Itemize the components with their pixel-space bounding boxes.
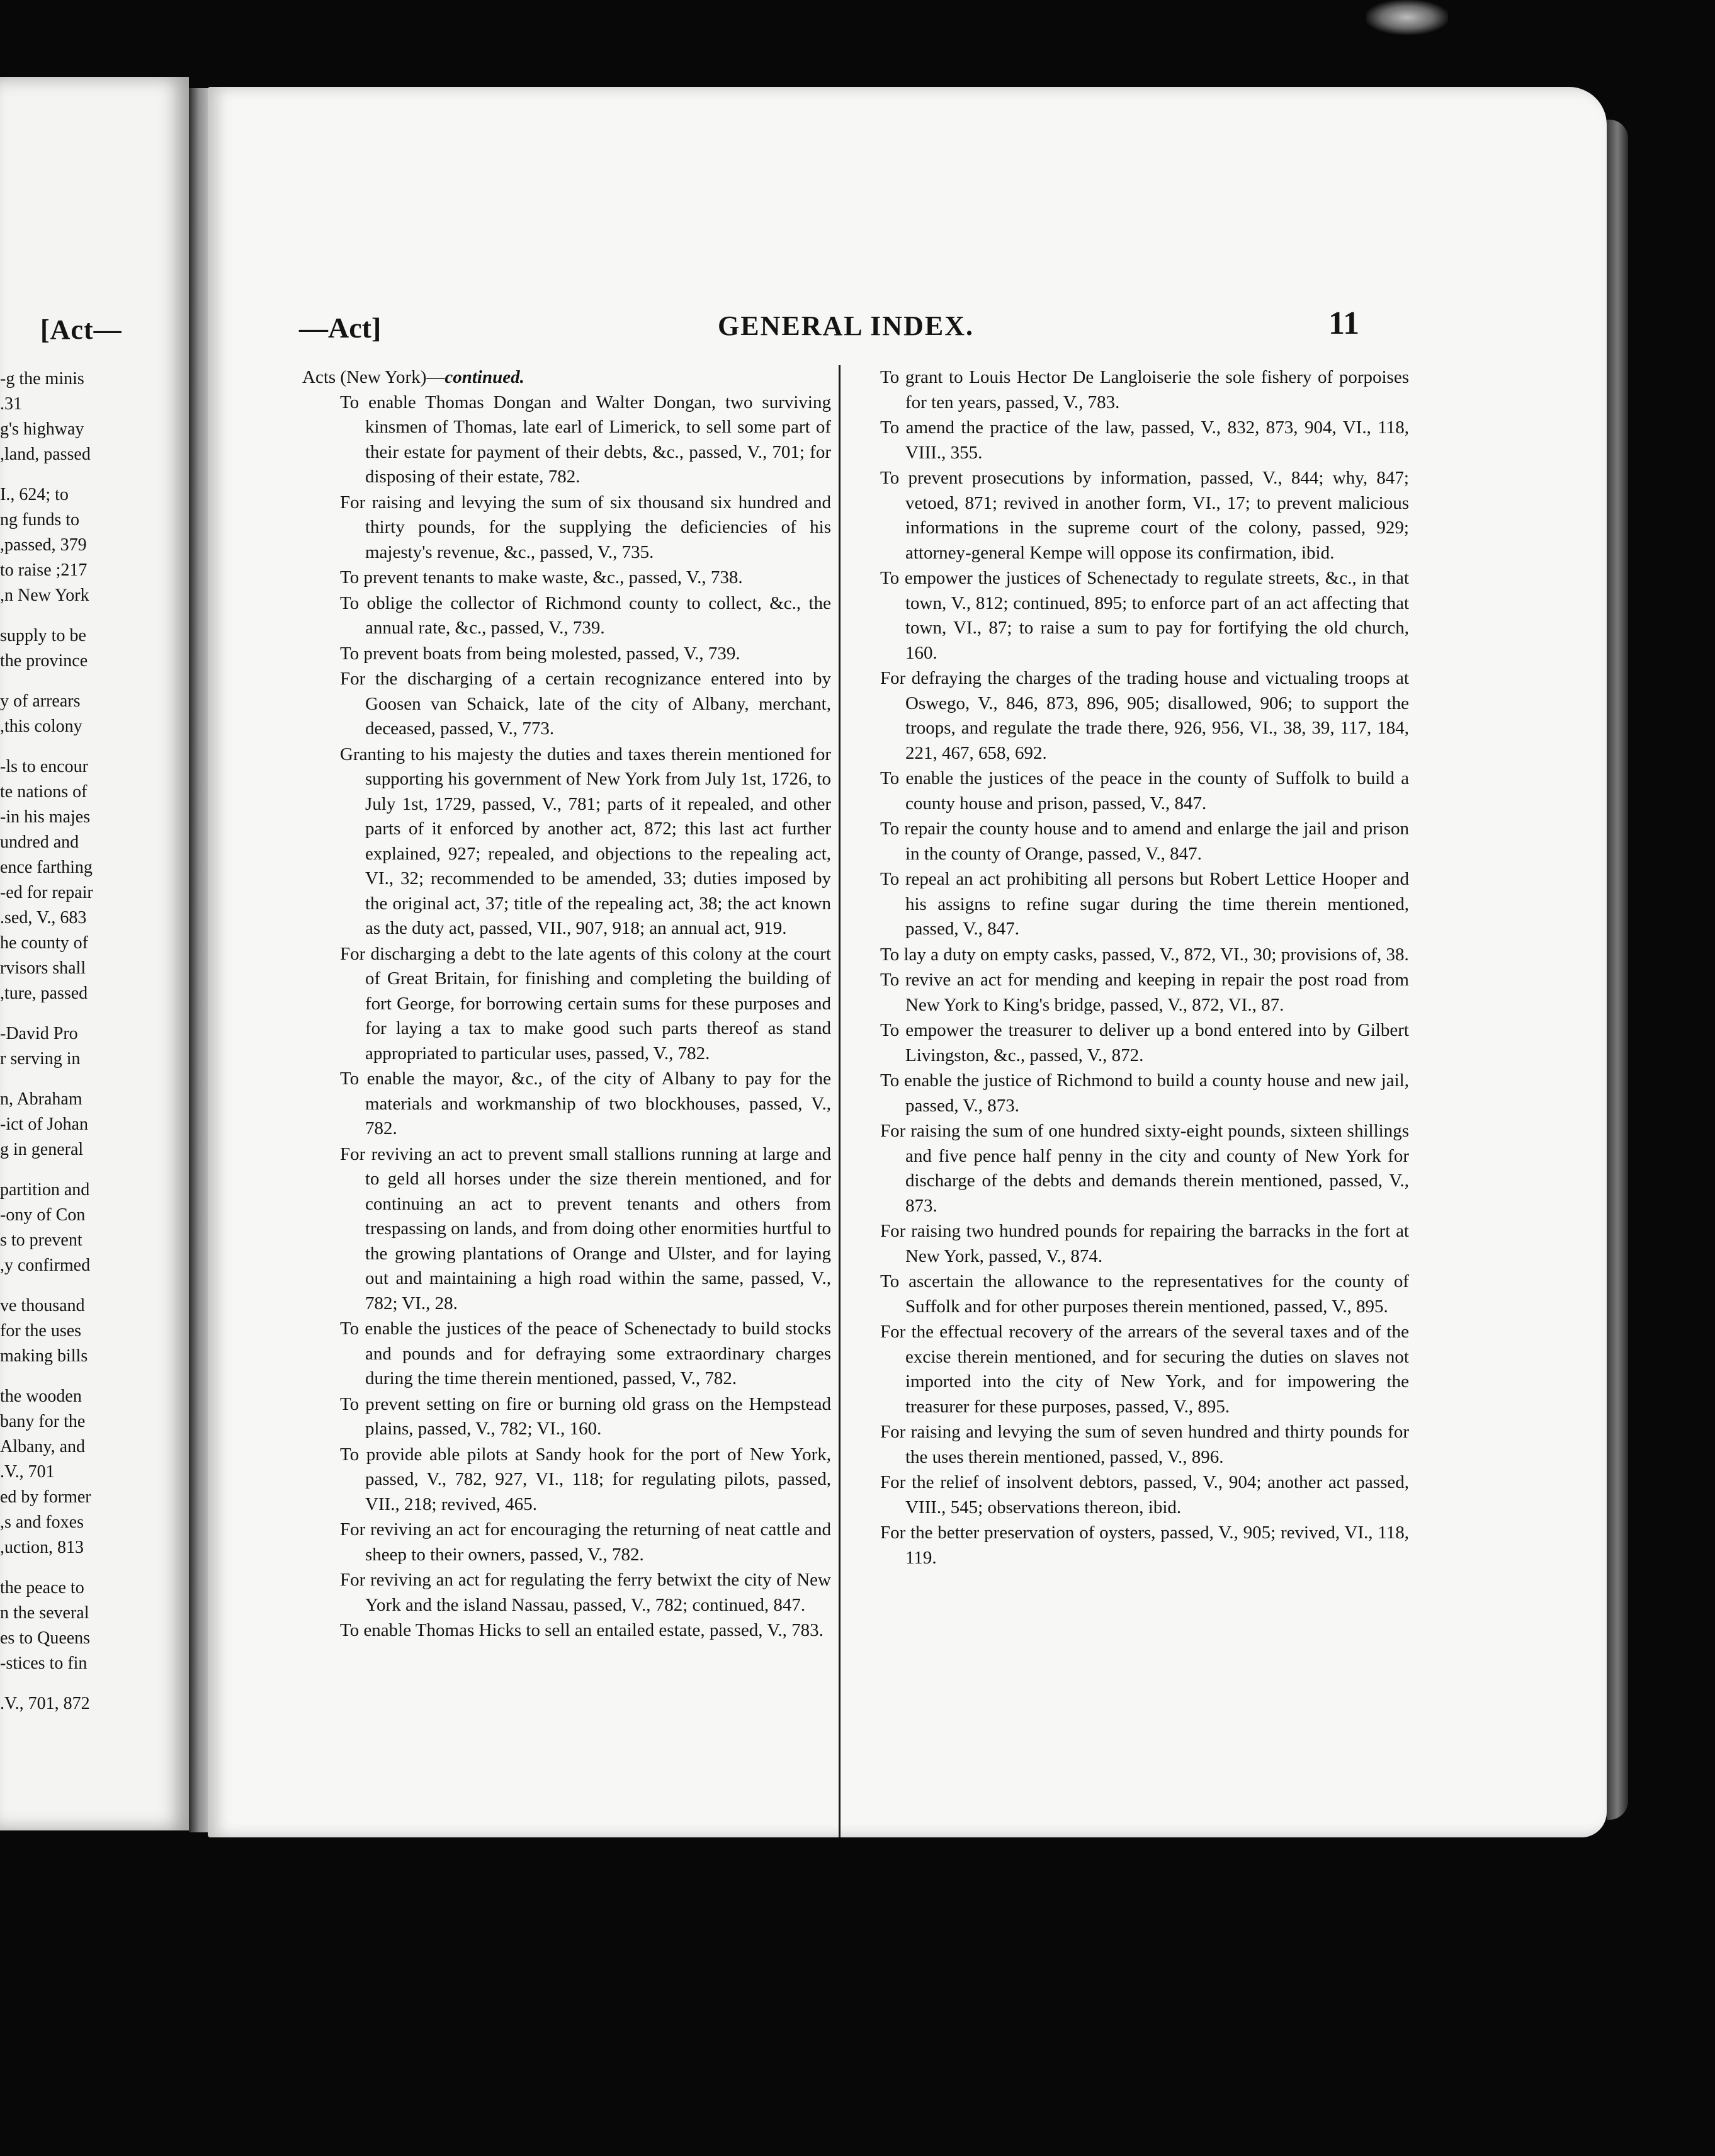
index-entry: For reviving an act for encouraging the returning of neat cattle and sheep to their owners, passed, V., 782. bbox=[340, 1519, 831, 1565]
index-entry: To lay a duty on empty casks, passed, V., 872, VI., 30; provisions of, 38. bbox=[880, 944, 1409, 965]
index-entry: For raising and levying the sum of seven hundred and thirty pounds for the uses therein mentioned, passed, V., 896. bbox=[880, 1422, 1409, 1467]
facing-line: uction, 813, bbox=[0, 1538, 84, 1557]
index-column-right bbox=[880, 365, 1409, 1571]
index-entry: To empower the treasurer to deliver up a bond entered into by Gilbert Livingston, &c., passed, V., 872. bbox=[880, 1020, 1409, 1065]
index-entry: To enable the mayor, &c., of the city of Albany to pay for the materials and workmanship of two blockhouses, passed, V., 782. bbox=[340, 1069, 831, 1138]
page-number: 11 bbox=[1328, 305, 1360, 341]
index-entries-right bbox=[880, 365, 1409, 1570]
index-entry: For the relief of insolvent debtors, passed, V., 904; another act passed, VIII., 545; observations thereon, ibid. bbox=[880, 1472, 1409, 1518]
index-entry: To amend the practice of the law, passed, V., 832, 873, 904, VI., 118, VIII., 355. bbox=[880, 417, 1409, 463]
facing-line bbox=[0, 467, 189, 482]
facing-line: n New York, bbox=[0, 586, 89, 605]
facing-line bbox=[0, 739, 189, 754]
facing-line: ng funds to bbox=[0, 510, 79, 530]
facing-line: ed by former bbox=[0, 1487, 91, 1507]
index-entry: To repair the county house and to amend and enlarge the jail and prison in the county of Orange, passed, V., 847. bbox=[880, 819, 1409, 864]
facing-line: I., 624; to bbox=[0, 485, 69, 504]
facing-line: making bills bbox=[0, 1346, 88, 1366]
index-entry: To prevent tenants to make waste, &c., passed, V., 738. bbox=[340, 567, 743, 587]
index-entry: To empower the justices of Schenectady to regulate streets, &c., in that town, V., 812; continued, 895; to enforce part of an act affecting that town, VI., 87; to raise a sum to pay for fortifying the old church, 160. bbox=[880, 568, 1409, 663]
facing-page-running-head: [Act— bbox=[40, 314, 122, 345]
facing-line: land, passed, bbox=[0, 445, 91, 464]
facing-page-text bbox=[0, 366, 189, 1716]
facing-line bbox=[0, 1676, 189, 1691]
index-entry: To prevent prosecutions by information, passed, V., 844; why, 847; vetoed, 871; revived in another form, VI., 17; to prevent malicious informations in the supreme court of the colony, passed, 929; attorney-general Kempe will oppose its confirmation, ibid. bbox=[880, 468, 1409, 563]
index-entry: For discharging a debt to the late agents of this colony at the court of Great Britain, for finishing and completing the building of fort George, for borrowing certain sums for these purposes and for laying a tax to make good such parts thereof as stand appropriated to particular uses, passed, V., 782. bbox=[340, 943, 831, 1064]
index-entry: To oblige the collector of Richmond county to collect, &c., the annual rate, &c., passed, V., 739. bbox=[340, 593, 831, 638]
facing-line: s and foxes, bbox=[0, 1512, 84, 1532]
facing-line: bany for the bbox=[0, 1412, 86, 1431]
index-entry: For reviving an act to prevent small stallions running at large and to geld all horses under the size therein mentioned, and for continuing an act to prevent tenants and others from trespassing on lands, and from doing other enormities hurtful to the growing plantations of Orange and Ulster, and for laying out and maintaining a high road within the same, passed, V., 782; VI., 28. bbox=[340, 1143, 831, 1313]
index-entry: To ascertain the allowance to the representatives for the county of Suffolk and for other purposes therein mentioned, passed, V., 895. bbox=[880, 1271, 1409, 1317]
index-entry: To prevent setting on fire or burning old grass on the Hempstead plains, passed, V., 782; VI., 160. bbox=[340, 1393, 831, 1439]
index-entry: To enable Thomas Hicks to sell an entailed estate, passed, V., 783. bbox=[340, 1620, 824, 1640]
facing-line: the peace to bbox=[0, 1578, 84, 1597]
facing-line: g the minis- bbox=[0, 369, 84, 389]
facing-line: ict of Johan- bbox=[0, 1115, 88, 1134]
facing-line: the province bbox=[0, 651, 88, 671]
facing-line: y confirmed, bbox=[0, 1256, 91, 1275]
index-entry: To enable the justices of the peace in the county of Suffolk to build a county house and prison, passed, V., 847. bbox=[880, 768, 1409, 814]
facing-line: ony of Con- bbox=[0, 1205, 86, 1225]
index-entry: For raising two hundred pounds for repairing the barracks in the fort at New York, passed, V., 874. bbox=[880, 1221, 1409, 1266]
facing-line: ence farthing bbox=[0, 858, 93, 877]
facing-line: y of arrears bbox=[0, 691, 81, 711]
facing-line: in his majes- bbox=[0, 807, 91, 827]
index-entry: For reviving an act for regulating the ferry betwixt the city of New York and the island Nassau, passed, V., 782; continued, 847. bbox=[340, 1570, 831, 1615]
page-title: GENERAL INDEX. bbox=[718, 310, 974, 341]
facing-line bbox=[0, 608, 189, 623]
index-entry: For the better preservation of oysters, passed, V., 905; revived, VI., 118, 119. bbox=[880, 1523, 1409, 1568]
facing-line: the wooden bbox=[0, 1387, 82, 1406]
index-entry: For the discharging of a certain recognizance entered into by Goosen van Schaick, late of the city of Albany, merchant, deceased, passed, V., 773. bbox=[340, 669, 831, 739]
facing-line: stices to fin- bbox=[0, 1654, 88, 1673]
facing-line: n the several bbox=[0, 1603, 89, 1623]
facing-line: g in general bbox=[0, 1140, 84, 1159]
index-entry: To enable Thomas Dongan and Walter Dongan, two surviving kinsmen of Thomas, late earl of Limerick, to sell some part of their estate for payment of their debts, &c., passed, V., 701; for disposing of their estate, 782. bbox=[340, 392, 831, 487]
index-entry: For the effectual recovery of the arrears of the several taxes and of the excise therein mentioned, and for securing the duties on slaves not imported into the city of New York, and for impowering the treasurer for these purposes, passed, V., 895. bbox=[880, 1322, 1409, 1417]
facing-line bbox=[0, 1162, 189, 1177]
facing-line: for the uses bbox=[0, 1321, 82, 1341]
facing-line: n, Abraham bbox=[0, 1089, 82, 1109]
facing-line: ve thousand bbox=[0, 1296, 85, 1315]
index-entry: For raising the sum of one hundred sixty-eight pounds, sixteen shillings and five pence half penny in the city and county of New York for discharge of the debts and demands therein mentioned, passed, V., 873. bbox=[880, 1121, 1409, 1216]
index-entry: To provide able pilots at Sandy hook for the port of New York, passed, V., 782, 927, VI., 118; for regulating pilots, passed, VII., 218; revived, 465. bbox=[340, 1444, 831, 1514]
column-divider bbox=[839, 365, 841, 1837]
facing-line bbox=[0, 1369, 189, 1384]
facing-line: supply to be bbox=[0, 626, 86, 645]
facing-line: Albany, and bbox=[0, 1437, 86, 1456]
facing-line: 217; to raise bbox=[0, 560, 88, 580]
column-heading bbox=[302, 365, 831, 390]
index-entries-left bbox=[302, 390, 831, 1643]
index-entry: To prevent boats from being molested, passed, V., 739. bbox=[340, 643, 740, 664]
facing-line: David Pro- bbox=[0, 1024, 78, 1043]
facing-line: ed for repair- bbox=[0, 883, 93, 902]
index-column-left bbox=[302, 365, 831, 1644]
facing-line bbox=[0, 1072, 189, 1087]
scan-artifact bbox=[1366, 0, 1448, 35]
index-entry: To enable the justices of the peace of Schenectady to build stocks and pounds and for defraying some extraordinary charges during the time therein mentioned, passed, V., 782. bbox=[340, 1319, 831, 1388]
facing-line: V., 701. bbox=[0, 1462, 55, 1482]
index-entry: For defraying the charges of the trading house and victualing troops at Oswego, V., 846, 873, 896, 905; disallowed, 906; to support the troops, and regulate the trade there, 926, 956, VI., 38, 39, 117, 184, 221, 467, 658, 692. bbox=[880, 668, 1409, 763]
facing-line: passed, 379, bbox=[0, 535, 87, 555]
facing-line: 31. bbox=[0, 394, 22, 414]
facing-line: es to Queens bbox=[0, 1628, 91, 1648]
facing-line: he county of bbox=[0, 933, 88, 953]
facing-line: V., 701, 872. bbox=[0, 1694, 90, 1713]
facing-line: ls to encour- bbox=[0, 757, 88, 776]
facing-line bbox=[0, 1560, 189, 1575]
index-entry: For raising and levying the sum of six thousand six hundred and thirty pounds, for the supplying the deficiencies of his majesty's revenue, &c., passed, V., 735. bbox=[340, 492, 831, 562]
facing-line: sed, V., 683. bbox=[0, 908, 87, 928]
facing-line: partition and bbox=[0, 1180, 90, 1200]
running-head-left: —Act] bbox=[299, 312, 382, 344]
index-page bbox=[208, 87, 1607, 1837]
facing-line: g's highway bbox=[0, 419, 84, 439]
facing-line: r serving in bbox=[0, 1049, 81, 1069]
heading-text: Acts (New York)— bbox=[302, 367, 445, 387]
facing-line: ture, passed, bbox=[0, 984, 88, 1003]
index-entry: To enable the justice of Richmond to build a county house and new jail, passed, V., 873. bbox=[880, 1070, 1409, 1116]
facing-line: te nations of bbox=[0, 782, 88, 802]
facing-line bbox=[0, 1006, 189, 1021]
facing-line: undred and bbox=[0, 832, 79, 852]
index-entry: Granting to his majesty the duties and taxes therein mentioned for supporting his government of New York from July 1st, 1726, to July 1st, 1729, passed, V., 781; parts of it repealed, and other parts of it enforced by another act, 872; this last act further explained, 927; repealed, and objections to the repealing act, VI., 32; recommended to be amended, 33; duties imposed by the original act, 37; title of the repealing act, 38; the act known as the duty act, passed, VII., 907, 918; an annual act, 919. bbox=[340, 744, 831, 938]
facing-line: this colony, bbox=[0, 717, 82, 736]
index-entry: To grant to Louis Hector De Langloiserie the sole fishery of porpoises for ten years, passed, V., 783. bbox=[880, 367, 1409, 412]
facing-line bbox=[0, 1278, 189, 1293]
page-edge bbox=[1607, 120, 1628, 1820]
facing-page bbox=[0, 77, 189, 1830]
index-entry: To revive an act for mending and keeping in repair the post road from New York to King's bridge, passed, V., 872, VI., 87. bbox=[880, 970, 1409, 1015]
heading-continued: continued. bbox=[444, 367, 524, 387]
facing-line: s to prevent bbox=[0, 1230, 82, 1250]
index-entry: To repeal an act prohibiting all persons but Robert Lettice Hooper and his assigns to refine sugar during the time therein mentioned, passed, V., 847. bbox=[880, 869, 1409, 939]
facing-line: rvisors shall bbox=[0, 958, 86, 978]
facing-line bbox=[0, 674, 189, 689]
